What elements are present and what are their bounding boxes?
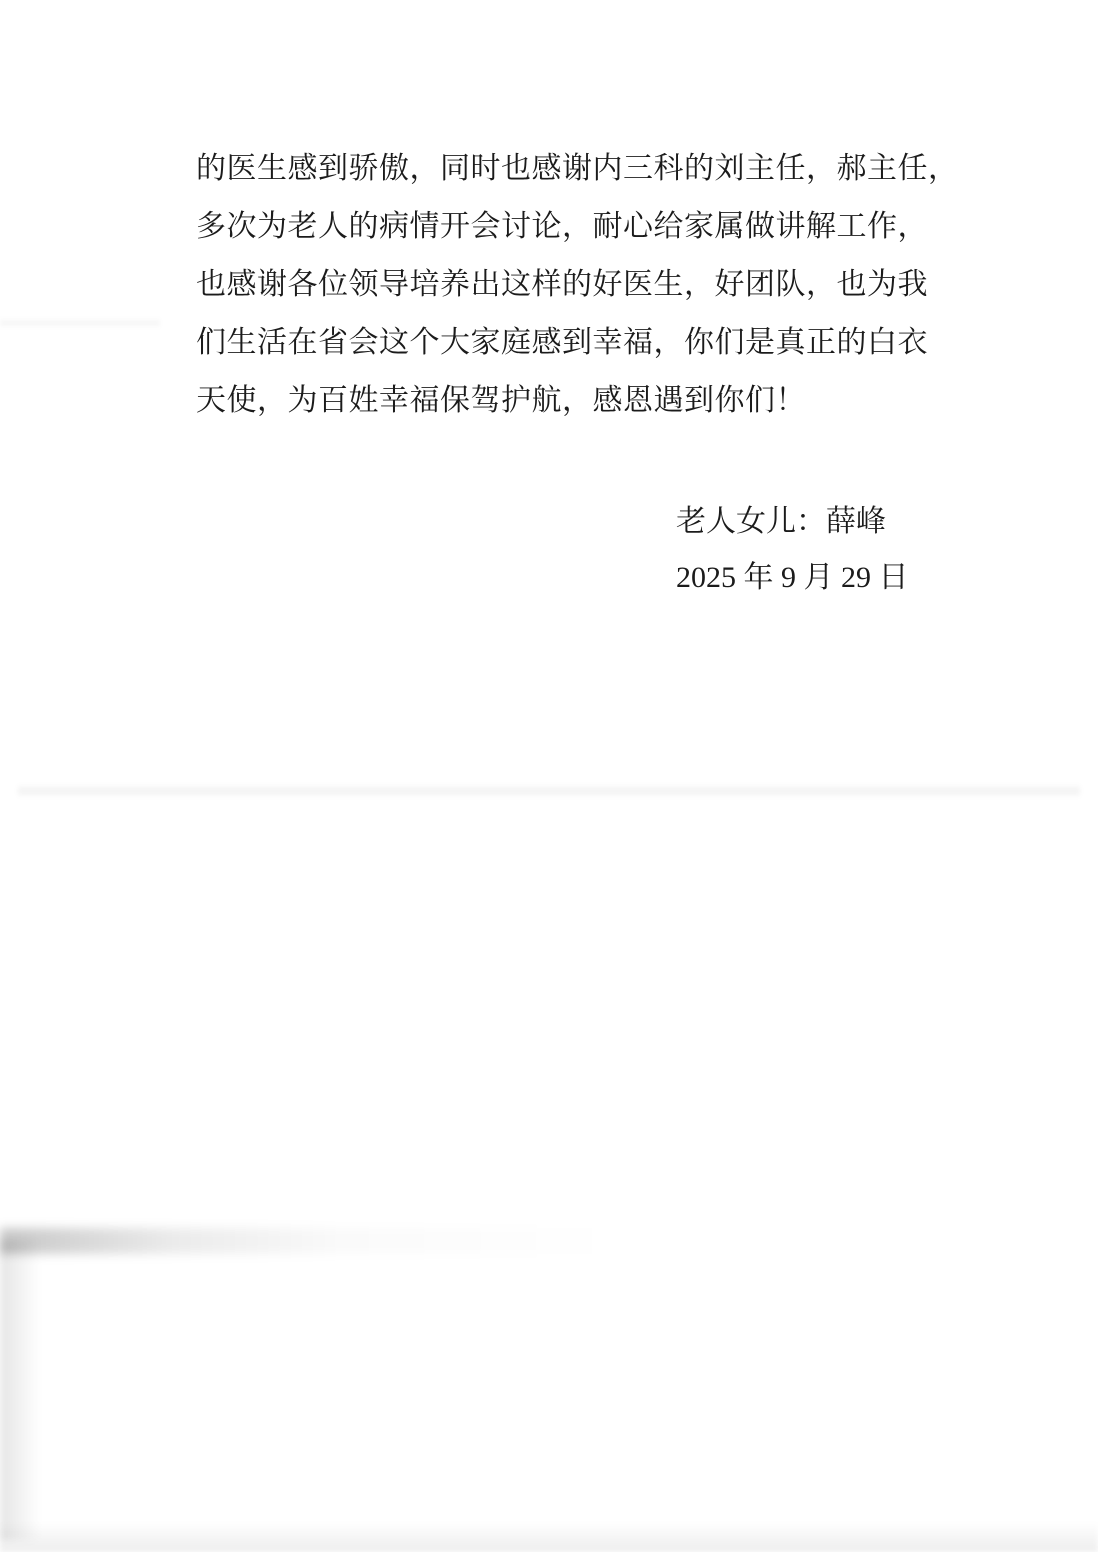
scan-artifact-bottom [0, 1522, 1098, 1552]
signature-date: 2025 年 9 月 29 日 [676, 561, 909, 594]
letter-line: 多次为老人的病情开会讨论，耐心给家属做讲解工作， [196, 210, 928, 243]
letter-body [196, 140, 959, 430]
scan-artifact-left-edge [0, 1240, 40, 1540]
signature-author: 老人女儿：薛峰 [676, 505, 886, 538]
letter-line: 也感谢各位领导培养出这样的好医生，好团队，也为我 [196, 268, 928, 301]
letter-line: 们生活在省会这个大家庭感到幸福，你们是真正的白衣 [196, 326, 928, 359]
scan-artifact-top [0, 318, 160, 328]
signature-block [676, 494, 1006, 606]
scan-artifact-lower-left [0, 1228, 620, 1254]
letter-line: 的医生感到骄傲，同时也感谢内三科的刘主任，郝主任， [196, 152, 959, 185]
scan-artifact-middle [18, 784, 1080, 798]
letter-line: 天使，为百姓幸福保驾护航，感恩遇到你们！ [196, 384, 806, 417]
